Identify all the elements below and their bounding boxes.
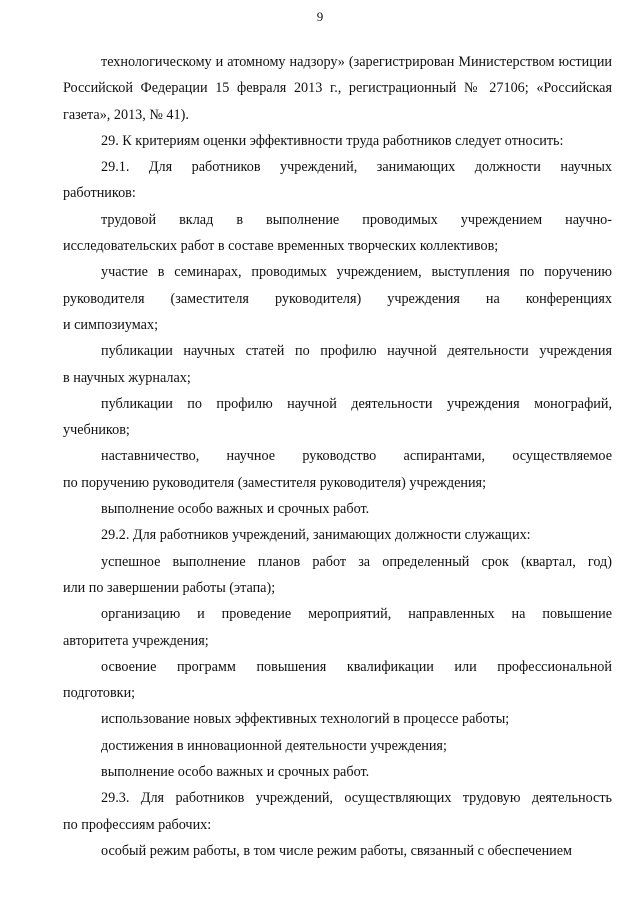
text-line: 29.3. Для работников учреждений, осуществляющих трудовую деятельность: [101, 790, 612, 807]
text-line: участие в семинарах, проводимых учреждением, выступления по поручению: [101, 264, 612, 281]
text-line: в научных журналах;: [63, 369, 191, 386]
text-line: использование новых эффективных технологий в процессе работы;: [101, 711, 510, 728]
paragraph: [63, 338, 612, 391]
text-line: достижения в инновационной деятельности учреждения;: [101, 737, 447, 754]
text-line: или по завершении работы (этапа);: [63, 579, 276, 596]
text-line: газета», 2013, № 41).: [63, 106, 189, 123]
paragraph: [63, 128, 612, 154]
paragraph: [63, 706, 612, 732]
paragraph: [63, 259, 612, 338]
text-line: руководителя (заместителя руководителя) учреждения на конференциях: [63, 290, 612, 307]
document-body: [63, 49, 612, 864]
paragraph: [63, 443, 612, 496]
text-line: 29. К критериям оценки эффективности труда работников следует относить:: [101, 132, 564, 149]
paragraph: [63, 549, 612, 602]
paragraph: [63, 654, 612, 707]
paragraph: [63, 785, 612, 838]
text-line: работников:: [63, 185, 136, 202]
text-line: по поручению руководителя (заместителя руководителя) учреждения;: [63, 474, 487, 491]
text-line: Российской Федерации 15 февраля 2013 г., регистрационный № 27106; «Российская: [63, 80, 612, 97]
paragraph: [63, 496, 612, 522]
text-line: публикации по профилю научной деятельности учреждения монографий,: [101, 395, 612, 412]
text-line: и симпозиумах;: [63, 316, 159, 333]
text-line: успешное выполнение планов работ за определенный срок (квартал, год): [101, 553, 612, 570]
text-line: трудовой вклад в выполнение проводимых учреждением научно-: [101, 211, 612, 228]
text-line: организацию и проведение мероприятий, направленных на повышение: [101, 606, 612, 623]
text-line: освоение программ повышения квалификации или профессиональной: [101, 658, 612, 675]
paragraph: [63, 838, 612, 864]
text-line: выполнение особо важных и срочных работ.: [101, 501, 370, 518]
text-line: подготовки;: [63, 685, 136, 702]
paragraph: [63, 759, 612, 785]
paragraph: [63, 522, 612, 548]
paragraph: [63, 154, 612, 207]
text-line: по профессиям рабочих:: [63, 816, 212, 833]
text-line: выполнение особо важных и срочных работ.: [101, 764, 370, 781]
paragraph: [63, 733, 612, 759]
text-line: авторитета учреждения;: [63, 632, 209, 649]
text-line: публикации научных статей по профилю научной деятельности учреждения: [101, 343, 612, 360]
text-line: исследовательских работ в составе временных творческих коллективов;: [63, 238, 499, 255]
text-line: особый режим работы, в том числе режим работы, связанный с обеспечением: [101, 842, 573, 859]
paragraph: [63, 601, 612, 654]
text-line: наставничество, научное руководство аспирантами, осуществляемое: [101, 448, 612, 465]
paragraph: [63, 49, 612, 128]
paragraph: [63, 207, 612, 260]
text-line: 29.1. Для работников учреждений, занимающих должности научных: [101, 159, 612, 176]
text-line: технологическому и атомному надзору» (зарегистрирован Министерством юстиции: [101, 54, 612, 70]
page-number: 9: [316, 9, 324, 24]
text-line: 29.2. Для работников учреждений, занимающих должности служащих:: [101, 527, 531, 544]
paragraph: [63, 391, 612, 444]
text-line: учебников;: [63, 422, 130, 439]
